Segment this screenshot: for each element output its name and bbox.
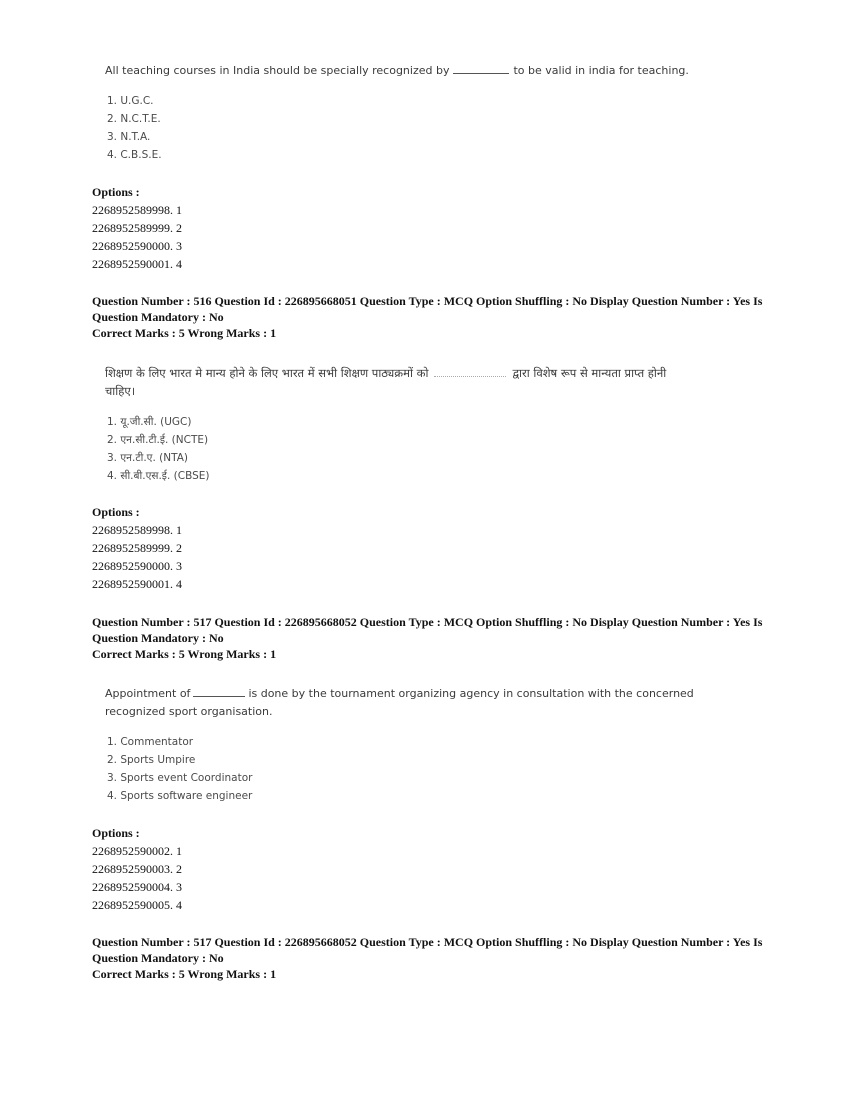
- question-text: [105, 685, 745, 721]
- choice-item: 2. एन.सी.टी.ई. (NCTE): [107, 434, 209, 446]
- choice-item: 4. C.B.S.E.: [107, 149, 162, 161]
- meta-line: Question Mandatory : No: [92, 951, 224, 965]
- options-block: [92, 824, 182, 914]
- question-text: [105, 364, 745, 400]
- question-text-part: शिक्षण के लिए भारत मे मान्य होने के लिए भारत में सभी शिक्षण पाठ्यक्रमों को: [105, 366, 429, 380]
- meta-line: Question Mandatory : No: [92, 310, 224, 324]
- choice-item: 3. N.T.A.: [107, 131, 151, 143]
- question-meta: [92, 614, 772, 662]
- question-text-part: is done by the tournament organizing agency in consultation with the concerned: [248, 687, 694, 700]
- choice-item: 1. यू.जी.सी. (UGC): [107, 416, 192, 428]
- question-text-part: चाहिए।: [105, 384, 136, 398]
- question-meta: [92, 293, 772, 341]
- choice-item: 4. सी.बी.एस.ई. (CBSE): [107, 470, 210, 482]
- choice-item: 4. Sports software engineer: [107, 790, 253, 802]
- choice-item: 1. Commentator: [107, 736, 194, 748]
- meta-line: Question Number : 516 Question Id : 226895668051 Question Type : MCQ Option Shuffling : No Display Question Number : Yes Is: [92, 294, 763, 308]
- option-id: 2268952590000. 3: [92, 559, 182, 573]
- options-title: Options :: [92, 826, 140, 840]
- question-meta: [92, 934, 772, 982]
- option-id: 2268952589999. 2: [92, 221, 182, 235]
- question-text-part: recognized sport organisation.: [105, 705, 273, 718]
- choice-item: 2. Sports Umpire: [107, 754, 196, 766]
- answer-blank: [193, 686, 245, 697]
- answer-blank: [453, 63, 509, 74]
- options-block: [92, 503, 182, 593]
- option-id: 2268952589998. 1: [92, 523, 182, 537]
- options-block: [92, 183, 182, 273]
- choice-list: [107, 92, 162, 164]
- meta-line: Question Mandatory : No: [92, 631, 224, 645]
- meta-line: Correct Marks : 5 Wrong Marks : 1: [92, 326, 277, 340]
- choice-item: 3. Sports event Coordinator: [107, 772, 253, 784]
- option-id: 2268952590000. 3: [92, 239, 182, 253]
- question-text-part: All teaching courses in India should be specially recognized by: [105, 64, 450, 77]
- option-id: 2268952590002. 1: [92, 844, 182, 858]
- option-id: 2268952589998. 1: [92, 203, 182, 217]
- option-id: 2268952590001. 4: [92, 577, 182, 591]
- answer-blank: [434, 366, 506, 377]
- question-text-part: to be valid in india for teaching.: [513, 64, 689, 77]
- meta-line: Question Number : 517 Question Id : 226895668052 Question Type : MCQ Option Shuffling : No Display Question Number : Yes Is: [92, 935, 763, 949]
- option-id: 2268952590001. 4: [92, 257, 182, 271]
- question-text: [105, 62, 745, 80]
- option-id: 2268952590003. 2: [92, 862, 182, 876]
- meta-line: Correct Marks : 5 Wrong Marks : 1: [92, 967, 277, 981]
- meta-line: Correct Marks : 5 Wrong Marks : 1: [92, 647, 277, 661]
- meta-line: Question Number : 517 Question Id : 226895668052 Question Type : MCQ Option Shuffling : No Display Question Number : Yes Is: [92, 615, 763, 629]
- choice-item: 3. एन.टी.ए. (NTA): [107, 452, 188, 464]
- question-text-part: द्वारा विशेष रूप से मान्यता प्राप्त होनी: [512, 366, 667, 380]
- choice-list: [107, 413, 209, 485]
- choice-item: 2. N.C.T.E.: [107, 113, 161, 125]
- question-text-part: Appointment of: [105, 687, 191, 700]
- options-title: Options :: [92, 505, 140, 519]
- options-title: Options :: [92, 185, 140, 199]
- choice-item: 1. U.G.C.: [107, 95, 154, 107]
- option-id: 2268952590004. 3: [92, 880, 182, 894]
- option-id: 2268952590005. 4: [92, 898, 182, 912]
- choice-list: [107, 733, 252, 805]
- option-id: 2268952589999. 2: [92, 541, 182, 555]
